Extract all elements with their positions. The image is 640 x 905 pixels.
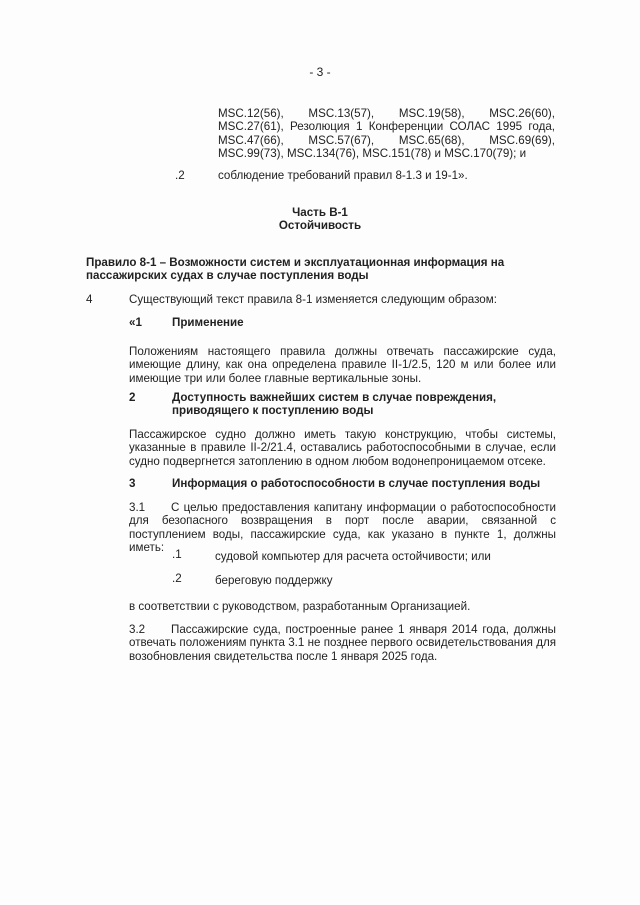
- part-subtitle: Остойчивость: [278, 219, 362, 232]
- sub-1-text: судовой компьютер для расчета остойчивости; или: [215, 550, 491, 563]
- intro-resolution-list: MSC.12(56), MSC.13(57), MSC.19(58), MSC.26(60), MSC.27(61), Резолюция 1 Конференции СОЛАС 1995 года, MSC.47(66), MSC.57(67), MSC.65(68), MSC.69(69), MSC.99(73), MSC.134(76), MSC.151(78) и MSC.170(79); и: [218, 107, 555, 161]
- section-3-title: Информация о работоспособности в случае поступления воды: [172, 477, 541, 490]
- para-3-1-number: 3.1: [129, 501, 146, 514]
- para-4-number: 4: [86, 293, 93, 306]
- para-3-2-text: Пассажирские суда, построенные ранее 1 января 2014 года, должны отвечать положениям пункта 3.1 не позднее первого освидетельствования для возобновления свидетельства после 1 января 2025 года.: [129, 623, 556, 663]
- sub-2-text: береговую поддержку: [215, 574, 333, 587]
- section-2-title: Доступность важнейших систем в случае повреждения, приводящего к поступлению воды: [172, 391, 497, 418]
- page-number: - 3 -: [309, 65, 331, 79]
- sub-1-number: .1: [172, 548, 182, 561]
- section-1-number: «1: [129, 316, 142, 329]
- section-1-title: Применение: [172, 316, 244, 329]
- para-3-2-number: 3.2: [129, 623, 146, 636]
- part-title: Часть В-1: [292, 206, 348, 219]
- section-2-text: Пассажирское судно должно иметь такую конструкцию, чтобы системы, указанные в правиле II-2/21.4, оставались работоспособными в случае, если судно подвергнется затоплению в одном любом водонепроницаемом отсеке.: [129, 428, 556, 468]
- para-4-text: Существующий текст правила 8-1 изменяется следующим образом:: [129, 293, 497, 306]
- section-2-number: 2: [129, 391, 136, 404]
- para-3-1-text: С целью предоставления капитану информации о работоспособности для безопасного возвращения в порт после аварии, связанной с поступлением воды, пассажирские суда, как указано в пункте 1, должны иметь:: [129, 501, 556, 555]
- rule-heading: Правило 8-1 – Возможности систем и эксплуатационная информация на пассажирских судах в случае поступления воды: [86, 256, 505, 283]
- item-2-text: соблюдение требований правил 8-1.3 и 19-1».: [218, 169, 468, 182]
- item-2-number: .2: [175, 169, 185, 182]
- section-3-number: 3: [129, 477, 136, 490]
- section-1-text: Положениям настоящего правила должны отвечать пассажирские суда, имеющие длину, как она определена правиле II-1/2.5, 120 м или более или имеющие три или более главные вертикальные зоны.: [129, 345, 556, 385]
- accordance-text: в соответствии с руководством, разработанным Организацией.: [129, 600, 471, 613]
- sub-2-number: .2: [172, 572, 182, 585]
